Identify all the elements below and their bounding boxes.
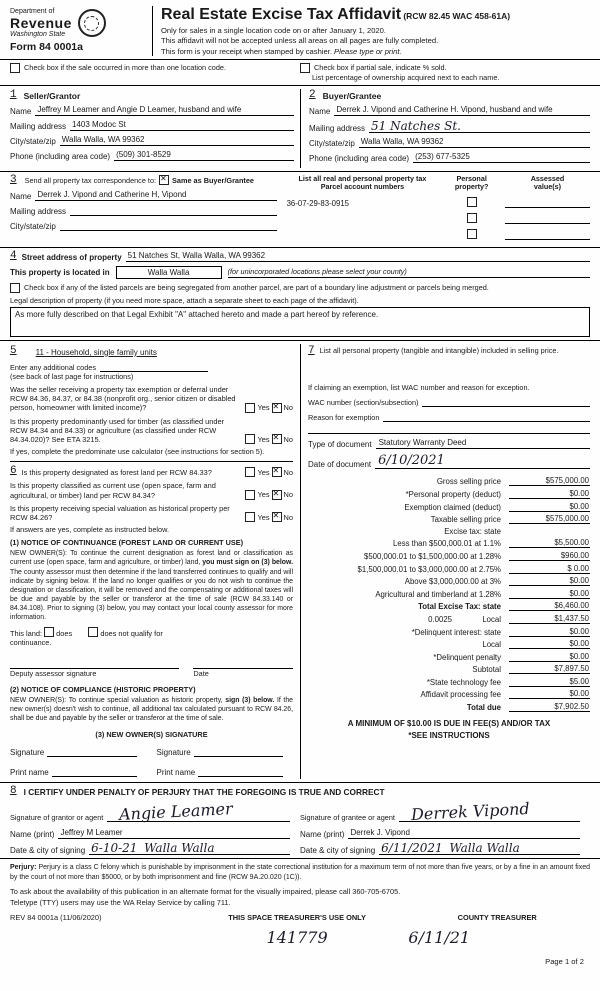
dept-revenue-label: Revenue	[10, 15, 72, 31]
buyer-phone-label: Phone (including area code)	[309, 153, 410, 163]
continuance-heading: (1) NOTICE OF CONTINUANCE (FOREST LAND OR CURRENT USE)	[10, 538, 244, 548]
segregated-parcel-label: Check box if any of the listed parcels are being segregated from another parcel, are part of a boundary line adjustment or parcels being merged.	[24, 282, 489, 292]
partial-sale-checkbox[interactable]	[300, 63, 310, 73]
personal-property-checkbox-1[interactable]	[467, 197, 477, 207]
grantor-signature-handwriting: Angie Leamer	[118, 799, 234, 825]
treasurer-stamp-date: 6/11/21	[408, 928, 471, 948]
exemption-reason-label: Reason for exemption	[308, 412, 380, 422]
tier1-tax-value[interactable]: $5,500.00	[509, 538, 590, 548]
assessed-value-field-2[interactable]	[505, 213, 590, 224]
current-use-question: Is this property classified as current use (open space, farm and agricultural, or timber) land per RCW 84.34?	[10, 481, 216, 500]
land-does-checkbox[interactable]	[44, 627, 54, 637]
historic-yes-checkbox[interactable]	[245, 512, 255, 522]
wac-number-field[interactable]	[422, 396, 590, 407]
form-footer	[10, 913, 590, 966]
historic-no-checkbox[interactable]	[272, 512, 282, 522]
divider	[0, 171, 600, 172]
county-note: (for unincorporated locations please select your county)	[228, 267, 590, 278]
parties-section	[10, 89, 590, 168]
legal-description-box[interactable]	[10, 307, 590, 337]
tier4-tax-value[interactable]: $0.00	[509, 576, 590, 586]
correspondence-name-label: Name	[10, 191, 32, 201]
deputy-date-field[interactable]	[193, 659, 293, 669]
street-address-field[interactable]: 51 Natches St, Walla Walla, WA 99362	[126, 251, 590, 262]
parcel-column-header: List all real and personal property tax Parcel account numbers	[298, 173, 427, 192]
dept-state-label: Washington State	[10, 31, 66, 38]
owner-signature-label-2: Signature	[156, 748, 191, 758]
compliance-paragraph: NEW OWNER(S): To continue special valuation as historic property, sign (3) below. If the new owner(s) doesn't wish to continue, all additional tax calculated pursuant to RCW 84.26, shall be due and payable by the seller or transferor at the time of sale.	[10, 697, 293, 723]
if-yes-note: If answers are yes, complete as instructed below.	[10, 525, 169, 535]
document-type-field[interactable]: Statutory Warranty Deed	[376, 438, 590, 449]
technology-fee-value[interactable]: $5.00	[509, 677, 590, 687]
exemption-reason-field[interactable]	[383, 411, 590, 422]
legal-description-label: Legal description of property (if you need more space, attach a separate sheet to each page of the affidavit).	[10, 295, 359, 305]
forest-yes-checkbox[interactable]	[245, 467, 255, 477]
delinquent-penalty-value[interactable]: $0.00	[509, 652, 590, 662]
grantor-date-city-label: Date & city of signing	[10, 846, 86, 856]
buyer-city-field[interactable]: Walla Walla, WA 99362	[359, 137, 590, 148]
tax-row: Excise tax: state	[308, 527, 590, 536]
page-indicator: Page 1 of 2	[545, 957, 584, 967]
owner-print-name-label-1: Print name	[10, 768, 49, 778]
top-checkboxes	[10, 63, 590, 82]
dor-seal-icon	[78, 9, 106, 37]
buyer-grantee-section	[300, 89, 590, 168]
taxable-selling-price-value[interactable]: $575,000.00	[509, 514, 590, 524]
tax-row: Total Excise Tax: state $6,460.00	[418, 601, 589, 612]
owner-signature-field-2[interactable]	[194, 747, 283, 757]
compliance-heading: (2) NOTICE OF COMPLIANCE (HISTORIC PROPERTY)	[10, 685, 196, 695]
buyer-address-field[interactable]: 51 Natches St.	[369, 120, 590, 133]
seller-grantor-title: Seller/Grantor	[23, 90, 81, 101]
tax-row: Affidavit processing fee $0.00	[420, 689, 589, 700]
land-use-code[interactable]: 11 - Household, single family units	[35, 347, 157, 357]
treasurer-stamp-number: 141779	[266, 928, 328, 948]
grantor-signature-field[interactable]	[107, 799, 290, 825]
subtitle-3: This form is your receipt when stamped by cashier. Please type or print.	[161, 46, 402, 56]
multiple-location-checkbox[interactable]	[10, 63, 20, 73]
tier2-tax-value[interactable]: $960.00	[509, 551, 590, 561]
tax-row: Taxable selling price $575,000.00	[430, 514, 589, 525]
tax-row: Less than $500,000.01 at 1.1% $5,500.00	[393, 538, 589, 549]
gross-selling-price-value[interactable]: $575,000.00	[509, 476, 590, 486]
dept-of-label: Department of	[10, 8, 55, 15]
timber-question: Is this property predominantly used for timber (as classified under RCW 84.34 and 84.33) or agriculture (as classified under RCW 84.34.020)? See ETA 3215.	[10, 416, 225, 445]
tax-row: Agricultural and timberland at 1.28% $0.00	[375, 588, 589, 599]
form-number: Form 84 0001a	[10, 41, 83, 53]
personal-property-deduct-value[interactable]: $0.00	[509, 489, 590, 499]
county-select[interactable]: Walla Walla	[116, 266, 222, 279]
grantor-print-name-field[interactable]: Jeffrey M Leamer	[58, 828, 290, 839]
tax-correspondence-section	[10, 175, 590, 244]
current-use-no-checkbox[interactable]	[272, 490, 282, 500]
tax-row: *Delinquent penalty $0.00	[433, 651, 589, 662]
divider	[308, 433, 590, 434]
tax-row: $1,500,000.01 to $3,000,000.00 at 2.75% $ 0.00	[357, 563, 589, 574]
tax-computation-section	[308, 438, 590, 742]
grantee-date-city-field[interactable]: 6/11/2021 Walla Walla	[379, 842, 580, 855]
correspondence-city-field[interactable]	[60, 220, 277, 231]
section-4-number: 4	[10, 249, 17, 262]
tier3-tax-value[interactable]: $ 0.00	[509, 564, 590, 574]
correspondence-city-label: City/state/zip	[10, 221, 56, 231]
exemption-question: Was the seller receiving a property tax exemption or deferral under RCW 84.36, 84.37, or 84.38 (nonprofit org., senior citizen or disabled person, homeowner with limited income)?	[10, 384, 236, 413]
county-treasurer-label: COUNTY TREASURER	[457, 913, 537, 923]
tax-row: Gross selling price $575,000.00	[436, 476, 589, 487]
divider	[0, 85, 600, 86]
exemption-instruction: If claiming an exemption, list WAC number and reason for exception.	[308, 382, 530, 392]
grantee-print-name-field[interactable]: Derrek J. Vipond	[348, 828, 580, 839]
delinquent-interest-local-value[interactable]: $0.00	[509, 639, 590, 649]
segregated-parcel-checkbox[interactable]	[10, 283, 20, 293]
parcel-table	[283, 175, 590, 240]
seller-city-label: City/state/zip	[10, 136, 56, 146]
same-as-buyer-label: Same as Buyer/Grantee	[172, 175, 254, 185]
divider	[0, 247, 600, 248]
buyer-city-label: City/state/zip	[309, 138, 355, 148]
middle-columns	[10, 344, 590, 780]
tax-row: *Personal property (deduct) $0.00	[405, 488, 589, 499]
does-not-label: does not qualify for	[100, 629, 163, 639]
timber-no-checkbox[interactable]	[272, 434, 282, 444]
additional-codes-label: Enter any additional codes	[10, 362, 96, 372]
section-5-number: 5	[10, 344, 17, 357]
grantor-print-name-label: Name (print)	[10, 830, 55, 840]
property-address-section	[10, 251, 590, 337]
same-as-buyer-checkbox[interactable]	[159, 175, 169, 185]
located-in-label: This property is located in	[10, 267, 110, 277]
divider	[0, 782, 600, 783]
section-6-number: 6	[10, 465, 17, 478]
seller-address-label: Mailing address	[10, 121, 67, 131]
tax-row: Exemption claimed (deduct) $0.00	[404, 501, 589, 512]
legal-description-text: As more fully described on that Legal Exhibit "A" attached hereto and made a part hereof by reference.	[15, 309, 379, 319]
parcel-row	[287, 197, 590, 208]
grantee-signature-handwriting: Derrek Vipond	[410, 799, 531, 825]
additional-codes-field[interactable]	[100, 361, 208, 372]
owner-print-name-field-2[interactable]	[198, 767, 283, 777]
section-3-number: 3	[10, 173, 17, 186]
personal-property-section	[308, 346, 590, 428]
accessibility-notice: To ask about the availability of this publication in an alternate format for the visually impaired, please call 360-705-6705. Teletype (TTY) users may use the WA Relay Service by calling 711.	[10, 887, 401, 907]
document-type-label: Type of document	[308, 439, 372, 449]
seller-phone-field[interactable]: (509) 301-8529	[114, 150, 294, 161]
document-date-label: Date of document	[308, 459, 372, 469]
section-2-number: 2	[309, 88, 316, 101]
parcel-number[interactable]: 36-07-29-83-0915	[286, 198, 350, 208]
perjury-notice: Perjury: Perjury is a class C felony which is punishable by imprisonment in the state correctional institution for a maximum term of not more than five years, or by a fine in an amount fixed by the court of not more than $5000, or by both imprisonment and fine (RCW 9A.20.020 (1C)).	[10, 864, 590, 881]
excise-tax-state-header	[509, 527, 590, 536]
owner-signature-label-1: Signature	[10, 748, 45, 758]
seller-name-label: Name	[10, 106, 32, 116]
title-block	[152, 6, 590, 56]
seller-phone-label: Phone (including area code)	[10, 151, 111, 161]
owner-signature-field-1[interactable]	[47, 747, 136, 757]
send-correspondence-label: Send all property tax correspondence to:	[24, 175, 157, 185]
document-date-field[interactable]: 6/10/2021	[375, 453, 590, 469]
tax-row: 0.0025 Local $1,437.50	[428, 613, 589, 624]
local-tax-value[interactable]: $1,437.50	[509, 614, 590, 624]
seller-address-field[interactable]: 1403 Modoc St	[70, 120, 294, 131]
does-label: does	[56, 629, 73, 639]
owner-print-name-field-1[interactable]	[52, 767, 137, 777]
exemption-yes-checkbox[interactable]	[245, 403, 255, 413]
buyer-address-label: Mailing address	[309, 123, 366, 133]
buyer-grantee-title: Buyer/Grantee	[322, 90, 382, 101]
assessed-value-column-header: Assessed value(s)	[530, 173, 565, 192]
historic-question: Is this property receiving special valuation as historical property per RCW 84.26?	[10, 503, 230, 523]
grantee-date-city-label: Date & city of signing	[300, 846, 376, 856]
continuance-paragraph: NEW OWNER(S): To continue the current designation as forest land or classification as current use (open space, farm and agriculture, or timber) land, you must sign on (3) below. The county assessor must then determine if the land transferred continues to qualify and will indicate by signing below. If the land no longer qualifies or you do not wish to continue the designation or classification, it will be removed and the compensating or additional taxes will be due and payable by the seller or transferor at the time of sale (RCW 84.33.140 or 84.34.108). Prior to signing (3) below, you may contact your local county assessor for more information.	[10, 550, 293, 622]
grantee-print-name-label: Name (print)	[300, 830, 345, 840]
current-use-yes-checkbox[interactable]	[245, 490, 255, 500]
processing-fee-value[interactable]: $0.00	[509, 689, 590, 699]
minimum-due-note: A MINIMUM OF $10.00 IS DUE IN FEE(S) AND/OR TAX *SEE INSTRUCTIONS	[347, 719, 551, 741]
tax-row: *State technology fee $5.00	[426, 676, 589, 687]
divider	[10, 461, 293, 462]
parcel-row	[287, 229, 590, 240]
wac-number-label: WAC number (section/subsection)	[308, 397, 419, 407]
deputy-date-label: Date	[193, 669, 209, 679]
buyer-name-label: Name	[309, 106, 331, 116]
certify-statement: I CERTIFY UNDER PENALTY OF PERJURY THAT THE FOREGOING IS TRUE AND CORRECT	[23, 787, 385, 798]
grantor-signature-label: Signature of grantor or agent	[10, 813, 104, 823]
agricultural-tax-value[interactable]: $0.00	[509, 589, 590, 599]
personal-property-checkbox-3[interactable]	[467, 229, 477, 239]
section-1-number: 1	[10, 88, 17, 101]
continuance-label: continuance.	[10, 638, 52, 648]
deputy-assessor-signature-field[interactable]	[10, 659, 179, 669]
correspondence-name-field[interactable]: Derrek J. Vipond and Catherine H, Vipond	[35, 190, 276, 201]
exemption-claimed-value[interactable]: $0.00	[509, 502, 590, 512]
seller-name-field[interactable]: Jeffrey M Leamer and Angie D Leamer, husband and wife	[35, 105, 294, 116]
divider	[0, 340, 600, 341]
personal-property-instruction: List all personal property (tangible and intangible) included in selling price.	[319, 345, 559, 355]
predominate-use-note: If yes, complete the predominate use calculator (see instructions for section 5).	[10, 447, 265, 457]
divider	[0, 59, 600, 60]
timber-yes-checkbox[interactable]	[245, 434, 255, 444]
page-title: Real Estate Excise Tax Affidavit	[161, 6, 402, 23]
forest-no-checkbox[interactable]	[272, 467, 282, 477]
correspondence-address-field[interactable]	[70, 205, 277, 216]
forest-land-question: Is this property designated as forest land per RCW 84.33?	[21, 468, 212, 478]
rev-number: REV 84 0001a (11/06/2020)	[10, 913, 102, 923]
multiple-location-label: Check box if the sale occurred in more than one location code.	[24, 62, 226, 72]
owner-print-name-label-2: Print name	[156, 768, 196, 778]
personal-property-column-header: Personal property?	[454, 173, 489, 192]
new-owner-signature-heading: (3) NEW OWNER(S) SIGNATURE	[95, 730, 208, 740]
tax-row: Subtotal $7,897.50	[472, 664, 589, 675]
tax-row: Local $0.00	[482, 639, 589, 650]
form-header	[10, 6, 590, 56]
seller-city-field[interactable]: Walla Walla, WA 99362	[60, 135, 294, 146]
tax-row: Above $3,000,000.00 at 3% $0.00	[404, 576, 589, 587]
grantor-date-city-field[interactable]: 6-10-21 Walla Walla	[89, 842, 290, 855]
this-land-label: This land:	[10, 629, 43, 639]
correspondence-address-label: Mailing address	[10, 206, 67, 216]
exemption-no-checkbox[interactable]	[272, 403, 282, 413]
use-code-section: 5 11 - Household, single family units Enter any additional codes (see back of last page for instructions) Was the seller receiving a property tax exemption or deferral under RCW 84.36, 84.37, or 84.38 (nonprofit org., senior citizen or disabled person, homeowner with limited income)? Yes ✕ No Is this property predominantly used for timber (as classified under RCW 84.34 and 84.33) or agriculture (as classified under RCW 84.34.020)? See ETA 3215. Yes ✕ No If yes, complete the predominate use calculator (see instructions for section 5).	[10, 346, 293, 457]
grantee-signature-label: Signature of grantee or agent	[300, 813, 395, 823]
land-classification-section: 6 Is this property designated as forest land per RCW 84.33? Yes ✕ No Is this property classified as current use (open space, farm and agricultural, or timber) land per RCW 84.34? Yes ✕ No Is this property receiving special valuation as historical property per RCW 84.26? Yes ✕ No If answers are yes, complete as instructed below. (1) NOTICE OF CONTINUANCE (FOREST LAND OR CURRENT USE) NEW OWNER(S): To continue the current designation as forest land or classification as current use (open space, farm and agriculture, or timber) land, you must sign on (3) below. The county assessor must then determine if the land transferred continues to qualify and will indicate by signing below. If the land no longer qualifies or you do not wish to continue the designation or classification, it will be removed and the compensating or additional taxes will be due and payable by the seller or transferor at the time of sale (RCW 84.33.140 or 84.34.108). Prior to signing (3) below, you may contact your local county assessor for more information. This land: does does not qualify for continuance. Deputy assessor signature Date (2) NOTICE OF COMPLIANCE (HISTORIC PROPERTY) NEW OWNER(S): To continue special valuation as historic property, sign (3) below. If the new owner(s) doesn't wish to continue, all additional tax calculated pursuant to RCW 84.26, shall be due and payable by the seller or transferor at the time of sale. (3) NEW OWNER(S) SIGNATURE Signature Signature Print name Print name	[10, 466, 293, 777]
buyer-phone-field[interactable]: (253) 677-5325	[413, 152, 590, 163]
delinquent-interest-state-value[interactable]: $0.00	[509, 627, 590, 637]
grantee-signature-field[interactable]	[399, 799, 580, 825]
certification-section	[10, 786, 590, 855]
assessed-value-field-1[interactable]	[505, 197, 590, 208]
tax-row: Total due $7,902.50	[466, 702, 589, 713]
treasurer-space-label: THIS SPACE TREASURER'S USE ONLY	[228, 913, 366, 923]
tax-row: *Delinquent interest: state $0.00	[411, 626, 589, 637]
partial-sale-label: Check box if partial sale, indicate % sold.	[314, 62, 447, 72]
subtitle-1: Only for sales in a single location code on or after January 1, 2020.	[161, 25, 386, 35]
subtotal-value[interactable]: $7,897.50	[509, 664, 590, 674]
section-8-number: 8	[10, 785, 17, 798]
buyer-name-field[interactable]: Derrek J. Vipond and Catherine H. Vipond, husband and wife	[334, 105, 590, 116]
total-due-value[interactable]: $7,902.50	[509, 702, 590, 712]
deputy-assessor-label: Deputy assessor signature	[10, 669, 97, 679]
personal-property-blank-area[interactable]	[308, 357, 590, 383]
subtitle-2: This affidavit will not be accepted unless all areas on all pages are fully completed.	[161, 36, 439, 45]
land-does-not-checkbox[interactable]	[88, 627, 98, 637]
dor-logo-block	[10, 6, 152, 56]
total-excise-state-value[interactable]: $6,460.00	[509, 601, 590, 611]
tax-row: $500,000.01 to $1,500,000.00 at 1.28% $960.00	[364, 550, 589, 561]
section-7-number: 7	[308, 344, 315, 357]
personal-property-checkbox-2[interactable]	[467, 213, 477, 223]
rcw-reference: (RCW 82.45 WAC 458-61A)	[403, 11, 511, 21]
divider	[0, 858, 600, 859]
ownership-percentage-note: List percentage of ownership acquired next to each name.	[312, 72, 500, 82]
additional-codes-note: (see back of last page for instructions)	[10, 371, 134, 381]
seller-grantor-section	[10, 89, 300, 168]
assessed-value-field-3[interactable]	[505, 229, 590, 240]
street-address-label: Street address of property	[21, 252, 122, 262]
parcel-row	[287, 213, 590, 224]
